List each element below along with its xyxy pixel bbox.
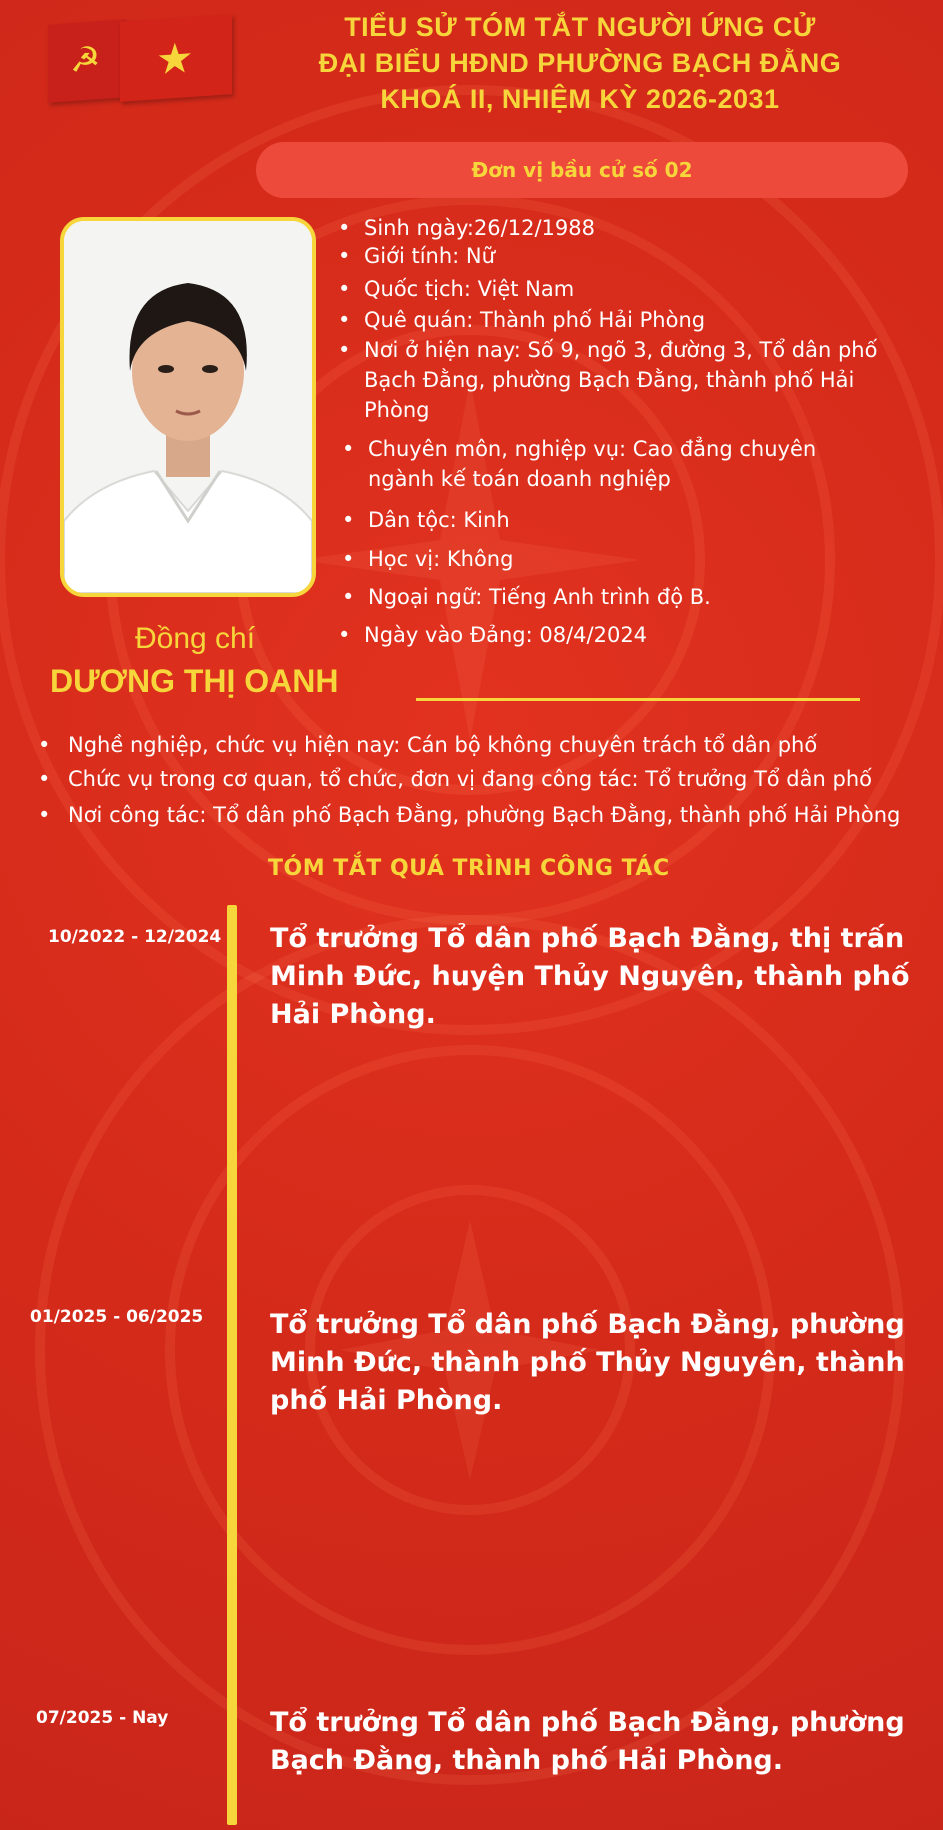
name-divider [416, 698, 860, 701]
bio-specialization: • Chuyên môn, nghiệp vụ: Cao đẳng chuyên ngành kế toán doanh nghiệp [368, 434, 868, 494]
bio-foreign-language: • Ngoại ngữ: Tiếng Anh trình độ B. [368, 582, 711, 612]
portrait-illustration [64, 221, 312, 593]
timeline-entry: Tổ trưởng Tổ dân phố Bạch Đằng, phường Bạch Đằng, thành phố Hải Phòng. [270, 1707, 905, 1776]
detail-organization-role: • Chức vụ trong cơ quan, tổ chức, đơn vị đang công tác: Tổ trưởng Tổ dân phố [68, 764, 928, 794]
timeline-period: 01/2025 - 06/2025 [30, 1307, 204, 1327]
national-flag [120, 14, 232, 102]
detail-workplace: • Nơi công tác: Tổ dân phố Bạch Đằng, phường Bạch Đằng, thành phố Hải Phòng [68, 800, 928, 830]
bio-party-join-date: • Ngày vào Đảng: 08/4/2024 [364, 620, 647, 650]
page-title-line-1: TIỂU SỬ TÓM TẮT NGƯỜI ỨNG CỬ [344, 12, 816, 42]
bio-nationality: • Quốc tịch: Việt Nam [364, 274, 574, 304]
honorific-label: Đồng chí [135, 622, 256, 655]
timeline-bar [227, 905, 237, 1825]
bio-hometown: • Quê quán: Thành phố Hải Phòng [364, 305, 705, 335]
candidate-name: DƯƠNG THỊ OANH [50, 663, 339, 699]
page-title-line-2: ĐẠI BIỂU HĐND PHƯỜNG BẠCH ĐẰNG [318, 48, 842, 78]
bio-ethnicity: • Dân tộc: Kinh [368, 505, 510, 535]
timeline-entry: Tổ trưởng Tổ dân phố Bạch Đằng, phường Minh Đức, thành phố Thủy Nguyên, thành phố Hải Phòng. [270, 1309, 905, 1416]
timeline-period: 10/2022 - 12/2024 [48, 927, 222, 947]
candidate-portrait [60, 217, 316, 597]
bio-degree: • Học vị: Không [368, 544, 513, 574]
star-icon: ★ [156, 32, 194, 85]
party-flag [48, 19, 126, 102]
timeline-period: 07/2025 - Nay [36, 1708, 169, 1728]
bio-birth-date: • Sinh ngày:26/12/1988 [364, 213, 595, 243]
electoral-unit-badge: Đơn vị bầu cử số 02 [256, 142, 908, 198]
bio-gender: • Giới tính: Nữ [364, 241, 495, 271]
work-history-heading: TÓM TẮT QUÁ TRÌNH CÔNG TÁC [268, 856, 670, 881]
timeline-entry: Tổ trưởng Tổ dân phố Bạch Đằng, thị trấn Minh Đức, huyện Thủy Nguyên, thành phố Hải Phòng. [270, 923, 910, 1030]
bio-current-residence: • Nơi ở hiện nay: Số 9, ngõ 3, đường 3, Tổ dân phố Bạch Đằng, phường Bạch Đằng, thành phố Hải Phòng [364, 335, 884, 425]
detail-current-position: • Nghề nghiệp, chức vụ hiện nay: Cán bộ không chuyên trách tổ dân phố [68, 730, 928, 760]
page-title-line-3: KHOÁ II, NHIỆM KỲ 2026-2031 [380, 84, 780, 114]
hammer-sickle-icon: ☭ [70, 39, 101, 82]
